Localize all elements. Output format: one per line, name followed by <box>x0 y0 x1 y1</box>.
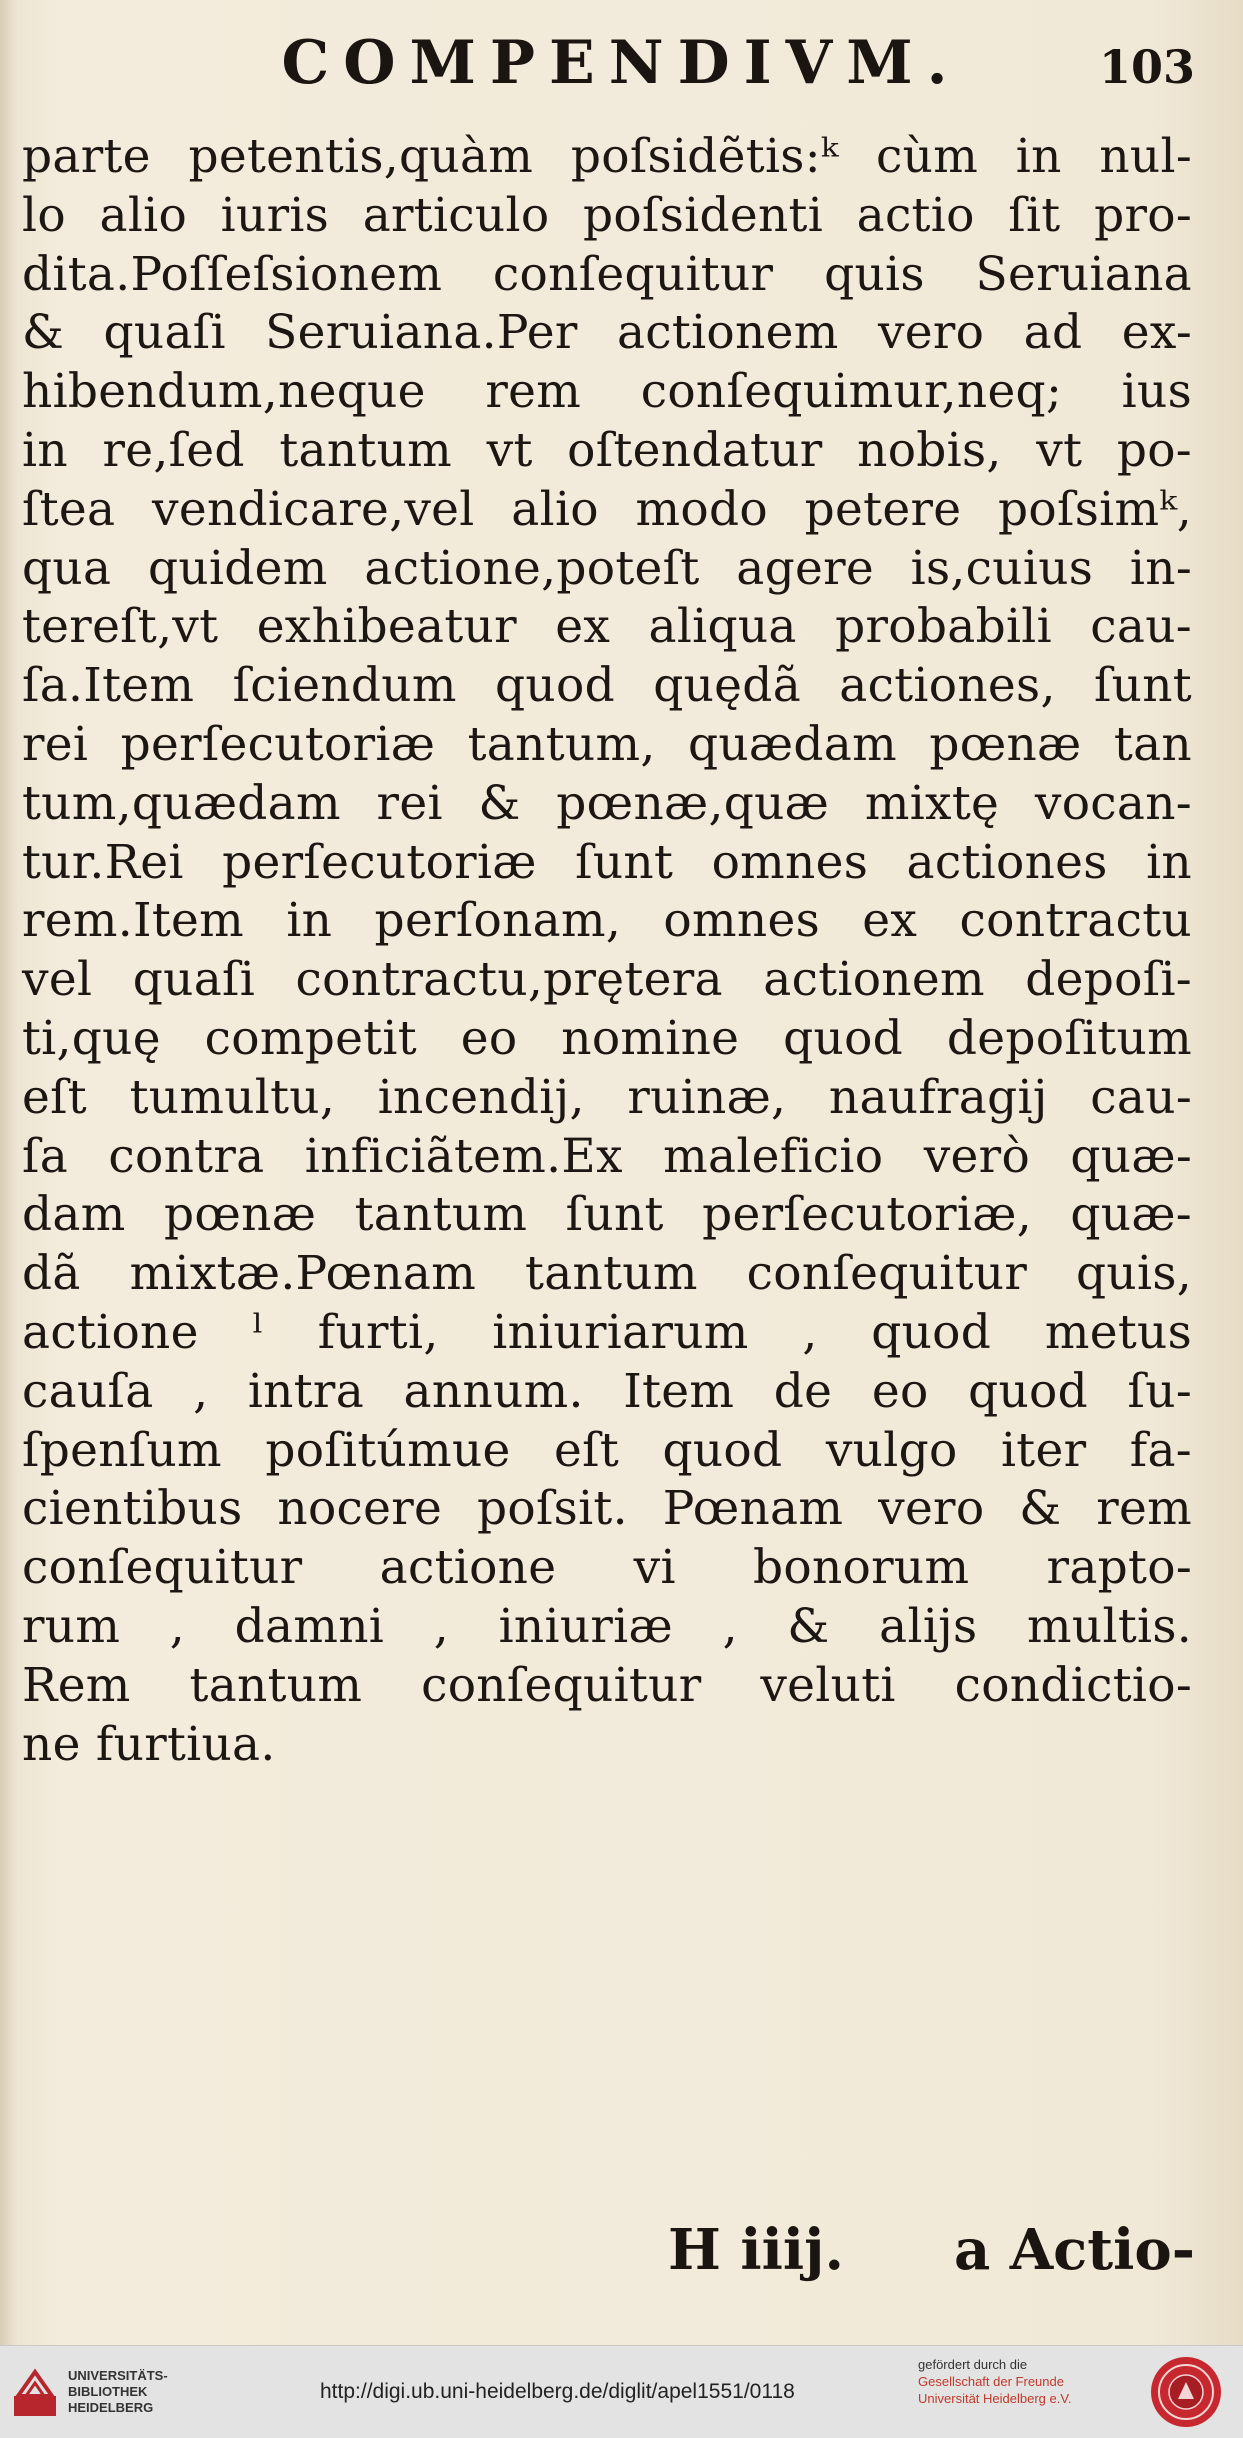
text-line: ti,quę competit eo nomine quod depoſitum <box>22 1010 1192 1066</box>
body-text <box>22 128 1192 1774</box>
text-line: in re,ſed tantum vt oſtendatur nobis, vt po- <box>22 422 1192 478</box>
university-seal-icon <box>1148 2354 1224 2430</box>
signature-mark: H iiij. <box>667 2217 844 2283</box>
page-footer <box>22 2215 1195 2285</box>
page-header-title: COMPENDIVM. <box>281 28 962 98</box>
text-line: actione ˡ furti, iniuriarum , quod metus <box>22 1304 1192 1360</box>
text-line: tereſt,vt exhibeatur ex aliqua probabili cau- <box>22 599 1192 655</box>
text-line: tum,quædam rei & pœnæ,quæ mixtę vocan- <box>22 775 1192 831</box>
text-line: rem.Item in perſonam, omnes ex contractu <box>22 893 1192 949</box>
text-line: ne furtiua. <box>22 1716 276 1772</box>
text-line: Rem tantum conſequitur veluti condictio- <box>22 1657 1192 1713</box>
sponsor-org-line: Universität Heidelberg e.V. <box>918 2391 1072 2406</box>
text-line: hibendum,neque rem conſequimur,neq; ius <box>22 364 1192 420</box>
library-name <box>68 2368 168 2416</box>
text-line: dita.Poſſeſsionem conſequitur quis Seruiana <box>22 246 1192 302</box>
viewer-footer-bar <box>0 2345 1243 2438</box>
text-line: vel quaſi contractu,prętera actionem depoſi- <box>22 952 1192 1008</box>
sponsor-label: gefördert durch die <box>918 2357 1028 2372</box>
text-line: dã mixtæ.Pœnam tantum conſequitur quis, <box>22 1246 1192 1302</box>
text-line: rum , damni , iniuriæ , & alijs multis. <box>22 1598 1192 1654</box>
text-line: qua quidem actione,poteſt agere is,cuius in- <box>22 540 1192 596</box>
catchword: a Actio- <box>953 2217 1195 2283</box>
text-line: ſa contra inficiãtem.Ex maleficio verò quæ- <box>22 1128 1192 1184</box>
text-line: ſa.Item ſciendum quod quędã actiones, ſunt <box>22 658 1192 714</box>
page-number: 103 <box>1098 40 1195 94</box>
library-name-line: HEIDELBERG <box>68 2400 154 2415</box>
text-line: tur.Rei perſecutoriæ ſunt omnes actiones in <box>22 834 1192 890</box>
text-line: cauſa , intra annum. Item de eo quod ſu- <box>22 1363 1192 1419</box>
text-line: lo alio iuris articulo poſsidenti actio ſit pro- <box>22 187 1192 243</box>
sponsor-org-line: Gesellschaft der Freunde <box>918 2374 1064 2389</box>
text-line: ſpenſum poſitúmue eſt quod vulgo iter fa- <box>22 1422 1192 1478</box>
text-line: cientibus nocere poſsit. Pœnam vero & rem <box>22 1481 1192 1537</box>
text-line: conſequitur actione vi bonorum rapto- <box>22 1540 1192 1596</box>
permalink-url[interactable]: http://digi.ub.uni-heidelberg.de/diglit/apel1551/0118 <box>320 2380 795 2403</box>
text-line: rei perſecutoriæ tantum, quædam pœnæ tan <box>22 716 1192 772</box>
text-line: parte petentis,quàm poſsidẽtis:ᵏ cùm in nul- <box>22 129 1192 184</box>
text-line: & quaſi Seruiana.Per actionem vero ad ex- <box>22 305 1192 361</box>
text-line: ſtea vendicare,vel alio modo petere poſsimᵏ, <box>22 481 1192 537</box>
library-name-line: UNIVERSITÄTS- <box>68 2368 168 2383</box>
university-library-logo-icon <box>12 2366 58 2418</box>
text-line: dam pœnæ tantum ſunt perſecutoriæ, quæ- <box>22 1187 1192 1243</box>
sponsor-credit <box>918 2356 1071 2407</box>
text-line: eſt tumultu, incendij, ruinæ, naufragij cau- <box>22 1069 1192 1125</box>
library-name-line: BIBLIOTHEK <box>68 2384 148 2399</box>
